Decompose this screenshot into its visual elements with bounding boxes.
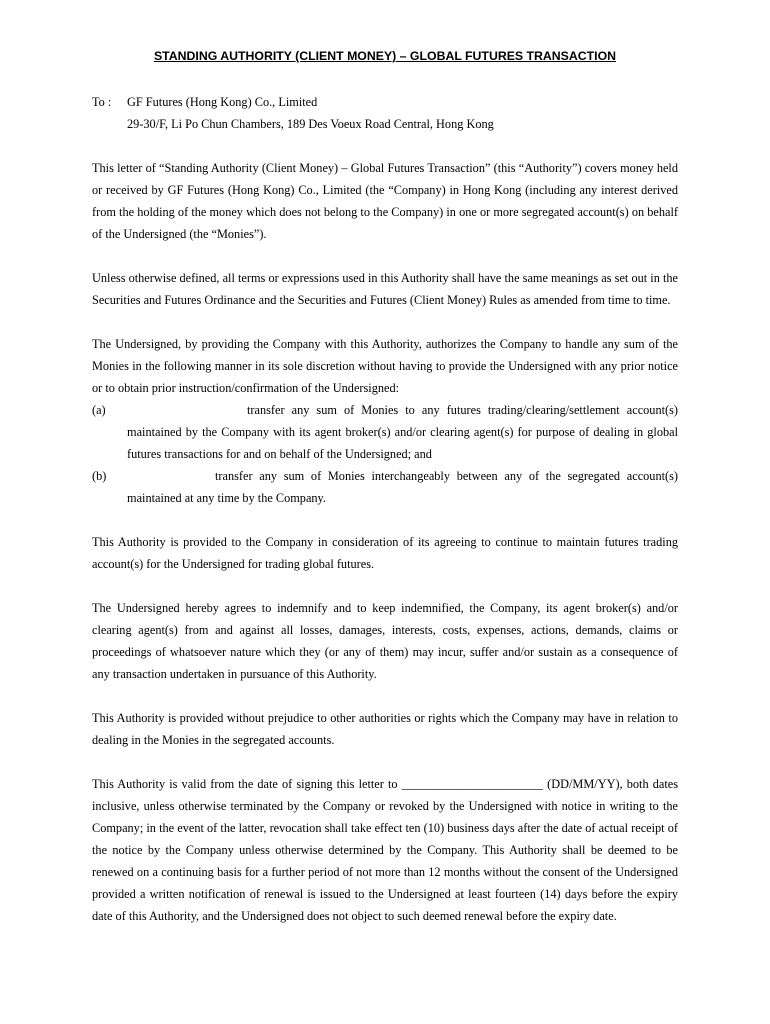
list-item-a-first-line: transfer any sum of Monies to any futures trading/clearing/settlement account(s): [247, 403, 678, 417]
paragraph-scope: This letter of “Standing Authority (Client Money) – Global Futures Transaction” (this “Authority”) covers money held or received by GF Futures (Hong Kong) Co., Limited (the “Company) in Hong Kong (including any interest derived from the holding of the money which does not belong to the Company) in one or more segregated account(s) on behalf of the Undersigned (the “Monies”).: [92, 161, 678, 241]
list-marker-b: (b): [92, 469, 107, 483]
addressee-block: [92, 91, 678, 135]
addressee-name: GF Futures (Hong Kong) Co., Limited: [127, 95, 318, 109]
list-item-b-rest: maintained at any time by the Company.: [127, 491, 326, 505]
list-item-a-rest: maintained by the Company with its agent broker(s) and/or clearing agent(s) for purpose of dealing in global futures transactions for and on behalf of the Undersigned; and: [127, 425, 678, 461]
list-item-b: [92, 465, 678, 509]
paragraph-without-prejudice: This Authority is provided without prejudice to other authorities or rights which the Company may have in relation to dealing in the Monies in the segregated accounts.: [92, 711, 678, 747]
authorization-section: [92, 333, 678, 509]
list-item-a: [92, 399, 678, 465]
addressee-line: [92, 91, 678, 113]
paragraph-validity: This Authority is valid from the date of signing this letter to _______________________ (DD/MM/YY), both dates inclusive, unless otherwise terminated by the Company or revoked by the Undersigned with notice in writing to the Company; in the event of the latter, revocation shall take effect ten (10) business days after the date of actual receipt of the notice by the Company unless otherwise determined by the Company. This Authority shall be deemed to be renewed on a continuing basis for a further period of not more than 12 months without the consent of the Undersigned provided a written notification of renewal is issued to the Undersigned at least fourteen (14) days before the expiry date of this Authority, and the Undersigned does not object to such deemed renewal before the expiry date.: [92, 777, 678, 923]
paragraph-authorization: The Undersigned, by providing the Company with this Authority, authorizes the Company to handle any sum of the Monies in the following manner in its sole discretion without having to provide the Undersigned with any prior notice or to obtain prior instruction/confirmation of the Undersigned:: [92, 337, 678, 395]
paragraph-definitions: Unless otherwise defined, all terms or expressions used in this Authority shall have the same meanings as set out in the Securities and Futures Ordinance and the Securities and Futures (Client Money) Rules as amended from time to time.: [92, 271, 678, 307]
document-title: STANDING AUTHORITY (CLIENT MONEY) – GLOBAL FUTURES TRANSACTION: [153, 49, 617, 63]
paragraph-indemnity: The Undersigned hereby agrees to indemnify and to keep indemnified, the Company, its agent broker(s) and/or clearing agent(s) from and against all losses, damages, interests, costs, expenses, actions, demands, claims or proceedings of whatsoever nature which they (or any of them) may incur, suffer and/or sustain as a consequence of any transaction undertaken in pursuance of this Authority.: [92, 601, 678, 681]
addressee-address: 29-30/F, Li Po Chun Chambers, 189 Des Voeux Road Central, Hong Kong: [127, 117, 494, 131]
list-marker-a: (a): [92, 403, 106, 417]
paragraph-consideration: This Authority is provided to the Company in consideration of its agreeing to continue to maintain futures trading account(s) for the Undersigned for trading global futures.: [92, 535, 678, 571]
list-body-b: [127, 465, 678, 509]
to-label: To :: [92, 95, 112, 109]
list-item-b-first-line: transfer any sum of Monies interchangeably between any of the segregated account(s): [215, 469, 678, 483]
list-body-a: [127, 399, 678, 465]
